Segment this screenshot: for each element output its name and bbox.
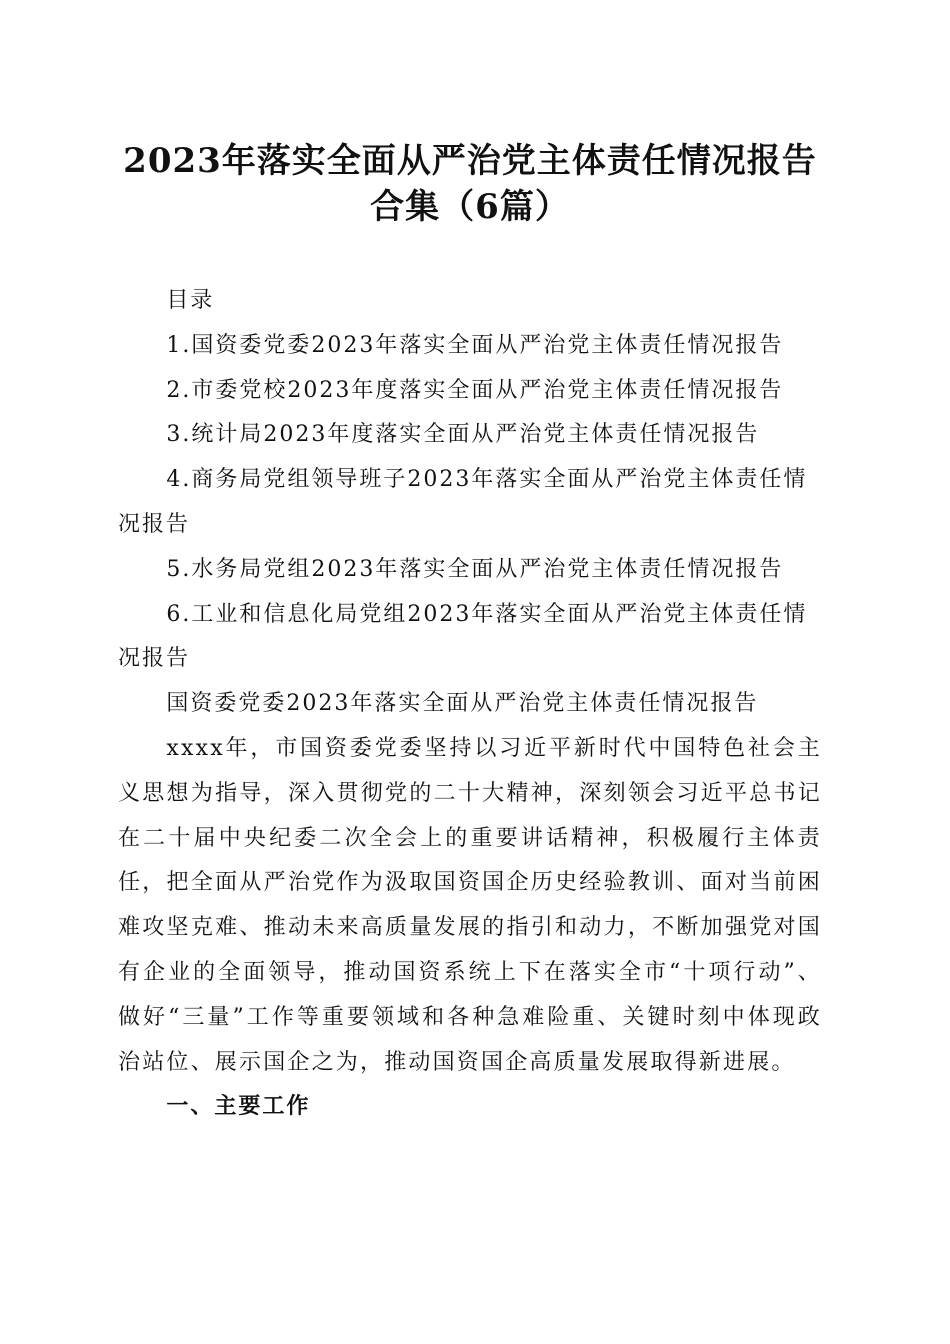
title-line-2: 合集（6篇） [370, 187, 570, 227]
toc-item-2: 2.市委党校2023年度落实全面从严治党主体责任情况报告 [166, 377, 784, 403]
toc-item-4: 4.商务局党组领导班子2023年落实全面从严治党主体责任情况报告 [118, 467, 808, 537]
toc-item-6: 6.工业和信息化局党组2023年落实全面从严治党主体责任情况报告 [118, 601, 808, 672]
document-title [118, 138, 822, 230]
toc-item-3: 3.统计局2023年度落实全面从严治党主体责任情况报告 [166, 422, 760, 448]
title-line-1: 2023年落实全面从严治党主体责任情况报告 [123, 141, 817, 181]
toc-item-5: 5.水务局党组2023年落实全面从严治党主体责任情况报告 [166, 556, 784, 582]
table-of-contents [118, 279, 822, 682]
article-title: 国资委党委2023年落实全面从严治党主体责任情况报告 [166, 691, 759, 717]
body-paragraph: xxxx年，市国资委党委坚持以习近平新时代中国特色社会主义思想为指导，深入贯彻党的二十大精神，深刻领会习近平总书记在二十届中央纪委二次全会上的重要讲话精神，积极履行主体责任，把全面从严治党作为汲取国资国企历史经验教训、面对当前困难攻坚克难、推动未来高质量发展的指引和动力，不断加强党对国有企业的全面领导，推动国资系统上下在落实全市“十项行动”、做好“三量”工作等重要领域和各种急难险重、关键时刻中体现政治站位、展示国企之为，推动国资国企高质量发展取得新进展。 [118, 735, 822, 1075]
section-heading: 一、主要工作 [166, 1094, 311, 1120]
toc-item-1: 1.国资委党委2023年落实全面从严治党主体责任情况报告 [166, 332, 784, 358]
toc-heading: 目录 [166, 288, 215, 313]
